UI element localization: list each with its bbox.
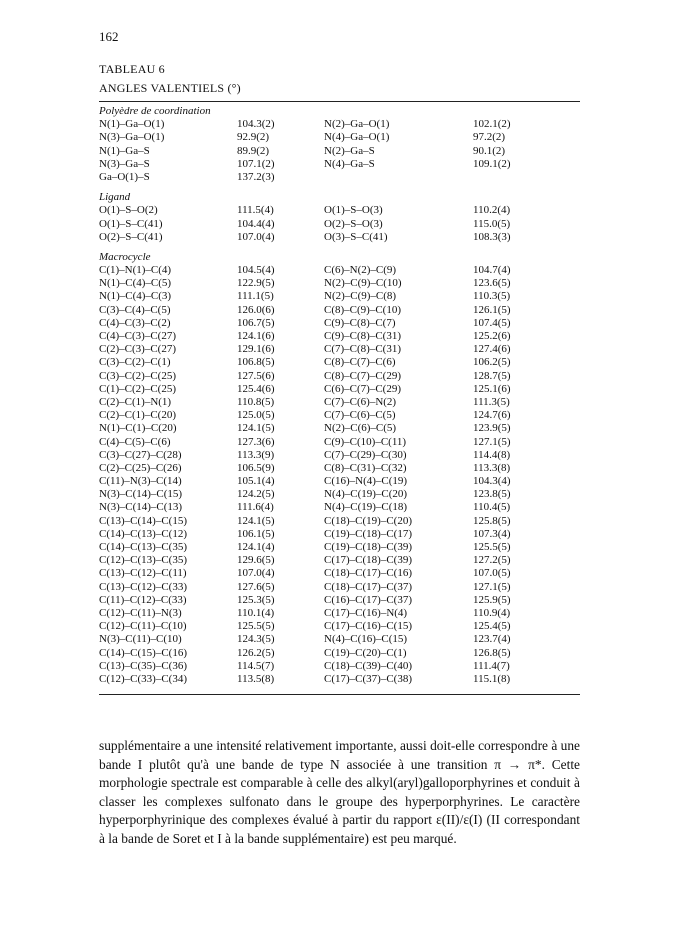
angle-value: 111.3(5) xyxy=(473,395,510,408)
table-row xyxy=(99,541,580,554)
angle-label: C(8)–C(7)–C(29) xyxy=(324,369,401,382)
angle-value: 110.1(4) xyxy=(237,606,275,619)
angle-label: C(12)–C(33)–C(34) xyxy=(99,672,187,685)
table-row xyxy=(99,594,580,607)
table-subtitle: ANGLES VALENTIELS (°) xyxy=(99,81,241,95)
angle-value: 107.4(5) xyxy=(473,316,511,329)
table-row xyxy=(99,145,580,158)
table-row xyxy=(99,475,580,488)
table-row xyxy=(99,356,580,369)
angle-value: 97.2(2) xyxy=(473,131,506,144)
angle-label: C(18)–C(39)–C(40) xyxy=(324,659,412,672)
angle-value: 124.1(6) xyxy=(237,330,275,342)
table-title: TABLEAU 6 xyxy=(99,62,165,76)
angle-label: C(18)–C(17)–C(37) xyxy=(324,580,412,593)
angle-label: C(8)–C(9)–C(10) xyxy=(324,303,401,316)
angle-value: 106.8(5) xyxy=(237,356,275,369)
angle-label: C(14)–C(13)–C(35) xyxy=(99,541,187,553)
angle-value: 115.1(8) xyxy=(473,672,511,685)
angle-label: N(4)–Ga–O(1) xyxy=(324,131,390,144)
angle-value: 107.1(2) xyxy=(237,157,275,170)
table-row xyxy=(99,515,580,528)
angle-value: 111.5(4) xyxy=(237,204,274,217)
angle-label: C(1)–N(1)–C(4) xyxy=(99,264,172,277)
angle-label: C(8)–C(31)–C(32) xyxy=(324,461,407,474)
table-row xyxy=(99,204,580,217)
table-row xyxy=(99,304,580,317)
table-row xyxy=(99,581,580,594)
angle-label: Ga–O(1)–S xyxy=(99,170,150,183)
angle-label: C(2)–C(1)–C(20) xyxy=(99,409,176,422)
table-row xyxy=(99,218,580,231)
angle-value: 107.0(5) xyxy=(473,567,511,580)
angle-value: 104.3(2) xyxy=(237,118,275,131)
angle-value: 127.5(6) xyxy=(237,369,275,382)
angle-label: C(17)–C(16)–N(4) xyxy=(324,606,408,619)
angle-label: C(13)–C(12)–C(33) xyxy=(99,580,187,593)
angle-label: N(1)–C(4)–C(3) xyxy=(99,290,172,303)
table-row xyxy=(99,231,580,244)
angle-value: 104.5(4) xyxy=(237,264,275,277)
angle-value: 113.3(9) xyxy=(237,448,275,461)
angle-value: 102.1(2) xyxy=(473,118,511,131)
angle-label: C(19)–C(18)–C(17) xyxy=(324,527,412,540)
angle-label: C(12)–C(13)–C(35) xyxy=(99,554,187,567)
angle-label: C(4)–C(5)–C(6) xyxy=(99,435,171,448)
angle-label: N(4)–Ga–S xyxy=(324,157,375,170)
angle-value: 106.1(5) xyxy=(237,527,275,540)
angle-label: C(7)–C(8)–C(31) xyxy=(324,343,401,356)
angle-label: C(7)–C(29)–C(30) xyxy=(324,448,407,461)
angle-value: 127.1(5) xyxy=(473,580,511,593)
angle-label: C(8)–C(7)–C(6) xyxy=(324,356,396,369)
angle-label: N(2)–Ga–S xyxy=(324,144,375,157)
angle-value: 126.2(5) xyxy=(237,646,275,659)
table-row xyxy=(99,396,580,409)
table-row xyxy=(99,158,580,171)
angle-label: C(17)–C(16)–C(15) xyxy=(324,620,412,633)
angle-value: 105.1(4) xyxy=(237,475,275,488)
angle-label: C(11)–N(3)–C(14) xyxy=(99,475,182,488)
angle-label: C(13)–C(12)–C(11) xyxy=(99,567,187,580)
angle-value: 104.7(4) xyxy=(473,264,511,277)
angle-value: 110.9(4) xyxy=(473,606,511,619)
angle-label: C(11)–C(12)–C(33) xyxy=(99,593,187,606)
table-row xyxy=(99,673,580,686)
angle-value: 129.6(5) xyxy=(237,554,275,567)
angle-label: C(17)–C(18)–C(39) xyxy=(324,554,412,567)
angle-value: 108.3(3) xyxy=(473,230,511,243)
table-row xyxy=(99,343,580,356)
angle-label: O(3)–S–C(41) xyxy=(324,230,388,243)
angle-value: 126.0(6) xyxy=(237,303,275,316)
table-row xyxy=(99,488,580,501)
angle-value: 110.2(4) xyxy=(473,204,511,217)
angle-label: C(16)–N(4)–C(19) xyxy=(324,475,408,488)
angle-value: 127.6(5) xyxy=(237,580,275,593)
angle-value: 111.6(4) xyxy=(237,501,274,514)
angle-value: 124.1(5) xyxy=(237,422,275,435)
angle-value: 122.9(5) xyxy=(237,277,275,290)
angle-value: 92.9(2) xyxy=(237,131,270,144)
angle-label: N(2)–C(9)–C(8) xyxy=(324,290,397,303)
angle-value: 125.5(5) xyxy=(473,541,511,553)
table-row xyxy=(99,633,580,646)
table-row xyxy=(99,422,580,435)
angle-value: 115.0(5) xyxy=(473,217,511,230)
angle-value: 107.3(4) xyxy=(473,527,511,540)
angle-value: 125.9(5) xyxy=(473,593,511,606)
angle-value: 124.1(5) xyxy=(237,514,275,527)
angle-label: N(3)–C(14)–C(13) xyxy=(99,501,183,514)
angle-label: C(9)–C(10)–C(11) xyxy=(324,435,407,448)
angle-value: 124.2(5) xyxy=(237,488,275,501)
angle-label: O(1)–S–O(3) xyxy=(324,204,383,217)
table-row xyxy=(99,277,580,290)
angle-label: C(3)–C(27)–C(28) xyxy=(99,448,182,461)
angle-label: O(1)–S–O(2) xyxy=(99,204,158,217)
angle-value: 111.4(7) xyxy=(473,659,510,672)
angle-label: C(3)–C(2)–C(25) xyxy=(99,369,176,382)
angle-label: C(13)–C(35)–C(36) xyxy=(99,659,187,672)
angle-value: 123.6(5) xyxy=(473,277,511,290)
angle-label: C(2)–C(1)–N(1) xyxy=(99,395,172,408)
angle-value: 89.9(2) xyxy=(237,144,270,157)
table-row xyxy=(99,436,580,449)
angle-label: C(18)–C(17)–C(16) xyxy=(324,567,412,580)
angle-table xyxy=(99,105,580,686)
angle-label: C(14)–C(15)–C(16) xyxy=(99,646,187,659)
table-row xyxy=(99,607,580,620)
table-top-rule xyxy=(99,101,580,102)
table-row xyxy=(99,620,580,633)
table-row xyxy=(99,370,580,383)
angle-label: C(6)–C(7)–C(29) xyxy=(324,382,401,395)
angle-value: 123.7(4) xyxy=(473,633,511,646)
table-row xyxy=(99,131,580,144)
angle-label: C(19)–C(20)–C(1) xyxy=(324,646,407,659)
angle-label: O(2)–S–C(41) xyxy=(99,230,163,243)
angle-label: C(12)–C(11)–C(10) xyxy=(99,620,187,633)
table-row xyxy=(99,449,580,462)
angle-label: C(18)–C(19)–C(20) xyxy=(324,514,412,527)
section-heading: Ligand xyxy=(99,191,131,204)
angle-value: 113.5(8) xyxy=(237,672,275,685)
section-gap xyxy=(99,184,580,191)
angle-value: 107.0(4) xyxy=(237,567,275,580)
angle-value: 114.4(8) xyxy=(473,448,511,461)
table-row xyxy=(99,118,580,131)
angle-value: 137.2(3) xyxy=(237,170,275,183)
angle-value: 128.7(5) xyxy=(473,369,511,382)
angle-label: C(3)–C(4)–C(5) xyxy=(99,303,171,316)
angle-label: N(4)–C(19)–C(18) xyxy=(324,501,408,514)
angle-value: 106.5(9) xyxy=(237,461,275,474)
angle-label: C(3)–C(2)–C(1) xyxy=(99,356,171,369)
angle-label: N(2)–C(6)–C(5) xyxy=(324,422,397,435)
angle-label: N(4)–C(19)–C(20) xyxy=(324,488,408,501)
angle-label: N(4)–C(16)–C(15) xyxy=(324,633,408,646)
angle-value: 123.9(5) xyxy=(473,422,511,435)
section-heading: Macrocycle xyxy=(99,250,151,263)
angle-value: 125.4(6) xyxy=(237,382,275,395)
angle-label: C(13)–C(14)–C(15) xyxy=(99,514,187,527)
page-number: 162 xyxy=(99,29,119,44)
angle-label: N(3)–C(11)–C(10) xyxy=(99,633,182,646)
angle-label: C(1)–C(2)–C(25) xyxy=(99,382,176,395)
angle-label: C(12)–C(11)–N(3) xyxy=(99,606,182,619)
angle-value: 129.1(6) xyxy=(237,343,275,356)
table-row xyxy=(99,647,580,660)
angle-label: O(1)–S–C(41) xyxy=(99,217,163,230)
table-bottom-rule xyxy=(99,694,580,695)
angle-label: C(2)–C(25)–C(26) xyxy=(99,461,182,474)
table-row xyxy=(99,528,580,541)
table-row xyxy=(99,567,580,580)
table-row xyxy=(99,501,580,514)
angle-label: C(9)–C(8)–C(31) xyxy=(324,330,401,342)
angle-value: 127.2(5) xyxy=(473,554,511,567)
angle-label: C(4)–C(3)–C(2) xyxy=(99,316,171,329)
angle-value: 125.4(5) xyxy=(473,620,511,633)
angle-label: C(17)–C(37)–C(38) xyxy=(324,672,412,685)
angle-value: 104.3(4) xyxy=(473,475,511,488)
angle-label: N(3)–Ga–O(1) xyxy=(99,131,165,144)
angle-value: 123.8(5) xyxy=(473,488,511,501)
angle-value: 127.1(5) xyxy=(473,435,511,448)
angle-value: 107.0(4) xyxy=(237,230,275,243)
angle-value: 125.8(5) xyxy=(473,514,511,527)
angle-label: N(3)–C(14)–C(15) xyxy=(99,488,183,501)
table-row xyxy=(99,383,580,396)
angle-value: 125.3(5) xyxy=(237,593,275,606)
table-row xyxy=(99,264,580,277)
angle-value: 114.5(7) xyxy=(237,659,275,672)
angle-value: 104.4(4) xyxy=(237,217,275,230)
angle-label: N(2)–Ga–O(1) xyxy=(324,118,390,131)
table-row xyxy=(99,462,580,475)
angle-label: C(7)–C(6)–C(5) xyxy=(324,409,396,422)
angle-value: 90.1(2) xyxy=(473,144,506,157)
body-paragraph: supplémentaire a une intensité relativement importante, aussi doit-elle correspondre à une bande I plutôt qu'à une bande de type N associée à une transition π → π*. Cette morphologie spectrale est comparable à celle des alkyl(aryl)galloporphyrines et conduit à classer les complexes sulfonato dans le groupe des hyperporphyrines. Le caractère hyperporphyrinique des complexes évalué à partir du rapport ε(II)/ε(I) (II correspondant à la bande de Soret et I à la bande supplémentaire) est peu marqué. xyxy=(99,738,580,846)
angle-value: 125.5(5) xyxy=(237,620,275,633)
angle-value: 126.1(5) xyxy=(473,303,511,316)
angle-label: C(7)–C(6)–N(2) xyxy=(324,395,397,408)
angle-label: C(9)–C(8)–C(7) xyxy=(324,316,396,329)
angle-value: 125.2(6) xyxy=(473,330,511,342)
angle-value: 106.2(5) xyxy=(473,356,511,369)
angle-label: C(19)–C(18)–C(39) xyxy=(324,541,412,553)
angle-label: C(6)–N(2)–C(9) xyxy=(324,264,397,277)
angle-value: 124.1(4) xyxy=(237,541,275,553)
table-row xyxy=(99,330,580,343)
section-heading: Polyèdre de coordination xyxy=(99,105,211,117)
section-gap xyxy=(99,244,580,251)
angle-label: N(1)–C(4)–C(5) xyxy=(99,277,172,290)
angle-label: C(2)–C(3)–C(27) xyxy=(99,343,176,356)
angle-value: 106.7(5) xyxy=(237,316,275,329)
page-cut-off xyxy=(0,914,680,933)
angle-value: 124.3(5) xyxy=(237,633,275,646)
table-row xyxy=(99,554,580,567)
angle-value: 126.8(5) xyxy=(473,646,511,659)
angle-value: 110.4(5) xyxy=(473,501,511,514)
angle-value: 110.8(5) xyxy=(237,395,275,408)
angle-value: 125.1(6) xyxy=(473,382,511,395)
angle-label: N(1)–C(1)–C(20) xyxy=(99,422,177,435)
table-row xyxy=(99,290,580,303)
table-row xyxy=(99,171,580,184)
angle-value: 111.1(5) xyxy=(237,290,274,303)
angle-label: O(2)–S–O(3) xyxy=(324,217,383,230)
angle-value: 125.0(5) xyxy=(237,409,275,422)
angle-value: 124.7(6) xyxy=(473,409,511,422)
table-row xyxy=(99,409,580,422)
angle-label: C(14)–C(13)–C(12) xyxy=(99,527,187,540)
angle-label: C(16)–C(17)–C(37) xyxy=(324,593,412,606)
angle-value: 113.3(8) xyxy=(473,461,511,474)
angle-value: 127.3(6) xyxy=(237,435,275,448)
angle-label: N(1)–Ga–S xyxy=(99,144,150,157)
angle-label: C(4)–C(3)–C(27) xyxy=(99,330,176,342)
angle-label: N(3)–Ga–S xyxy=(99,157,150,170)
angle-value: 127.4(6) xyxy=(473,343,511,356)
angle-value: 109.1(2) xyxy=(473,157,511,170)
angle-label: N(2)–C(9)–C(10) xyxy=(324,277,402,290)
angle-value: 110.3(5) xyxy=(473,290,511,303)
table-row xyxy=(99,660,580,673)
angle-label: N(1)–Ga–O(1) xyxy=(99,118,165,131)
table-row xyxy=(99,317,580,330)
